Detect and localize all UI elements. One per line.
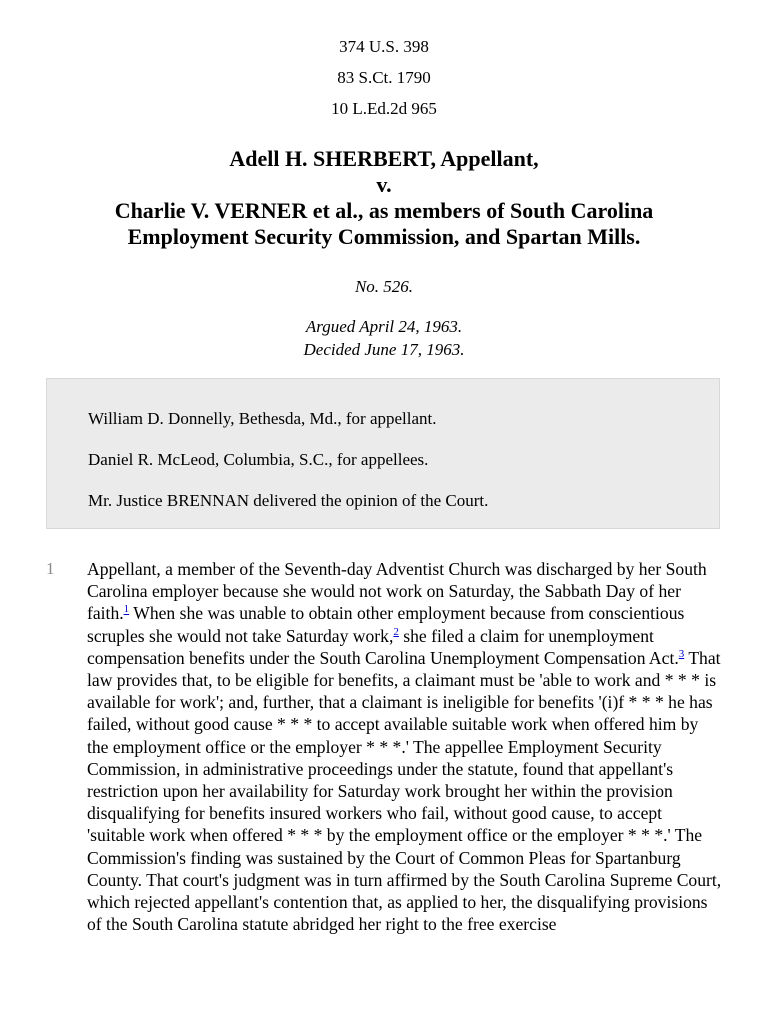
citation-us-reports: 374 U.S. 398 [339, 37, 429, 56]
citation-supreme-court-reporter: 83 S.Ct. 1790 [337, 68, 431, 87]
footnote-link-2[interactable]: 2 [393, 625, 399, 638]
docket-number: No. 526. [354, 277, 414, 296]
case-caption [0, 146, 768, 250]
decided-date: Decided June 17, 1963. [303, 340, 465, 359]
counsel-box [46, 378, 720, 529]
counsel-appellant: William D. Donnelly, Bethesda, Md., for appellant. [88, 409, 437, 428]
citation-lawyers-edition: 10 L.Ed.2d 965 [331, 99, 437, 118]
opinion-paragraph [87, 558, 723, 935]
case-dates [0, 315, 768, 361]
paragraph-number: 1 [46, 559, 55, 578]
caption-appellant: Adell H. SHERBERT, Appellant, [229, 146, 539, 171]
citations [0, 0, 768, 124]
paragraph-text-2: When she was unable to obtain other employment because from conscientious scruples she would not take Saturday work, [87, 603, 685, 646]
caption-appellees-line-2: Employment Security Commission, and Spartan Mills. [127, 224, 641, 249]
footnote-link-1[interactable]: 1 [123, 603, 130, 616]
paragraph-text-4: That law provides that, to be eligible for benefits, a claimant must be 'able to work and * * * is available for work'; and, further, that a claimant is ineligible for benefits '(i)f * * * he has failed, without good cause * * * to accept available suitable work when offered him by the employment office or the employer * * *.' The appellee Employment Security Commission, in administrative proceedings under the statute, found that appellant's restriction upon her availability for Saturday work brought her within the provision disqualifying for benefits insured workers who fail, without good cause, to accept 'suitable work when offered * * * by the employment office or the employer * * *.' The Commission's finding was sustained by the Court of Common Pleas for Spartanburg County. That court's judgment was in turn affirmed by the South Carolina Supreme Court, which rejected appellant's contention that, as applied to her, the disqualifying provisions of the South Carolina statute abridged her right to the free exercise [87, 647, 722, 935]
argued-date: Argued April 24, 1963. [305, 317, 463, 336]
footnote-link-3[interactable]: 3 [678, 647, 685, 660]
caption-versus: v. [376, 172, 392, 197]
counsel-appellees: Daniel R. McLeod, Columbia, S.C., for appellees. [88, 450, 429, 469]
paragraph-text-3: she filed a claim for unemployment compensation benefits under the South Carolina Unemployment Compensation Act. [87, 625, 679, 668]
opinion-author: Mr. Justice BRENNAN delivered the opinion of the Court. [88, 491, 489, 510]
paragraph-text-1: Appellant, a member of the Seventh-day Adventist Church was discharged by her South Carolina employer because she would not work on Saturday, the Sabbath Day of her faith. [87, 559, 707, 624]
caption-appellees-line-1: Charlie V. VERNER et al., as members of South Carolina [114, 198, 654, 223]
